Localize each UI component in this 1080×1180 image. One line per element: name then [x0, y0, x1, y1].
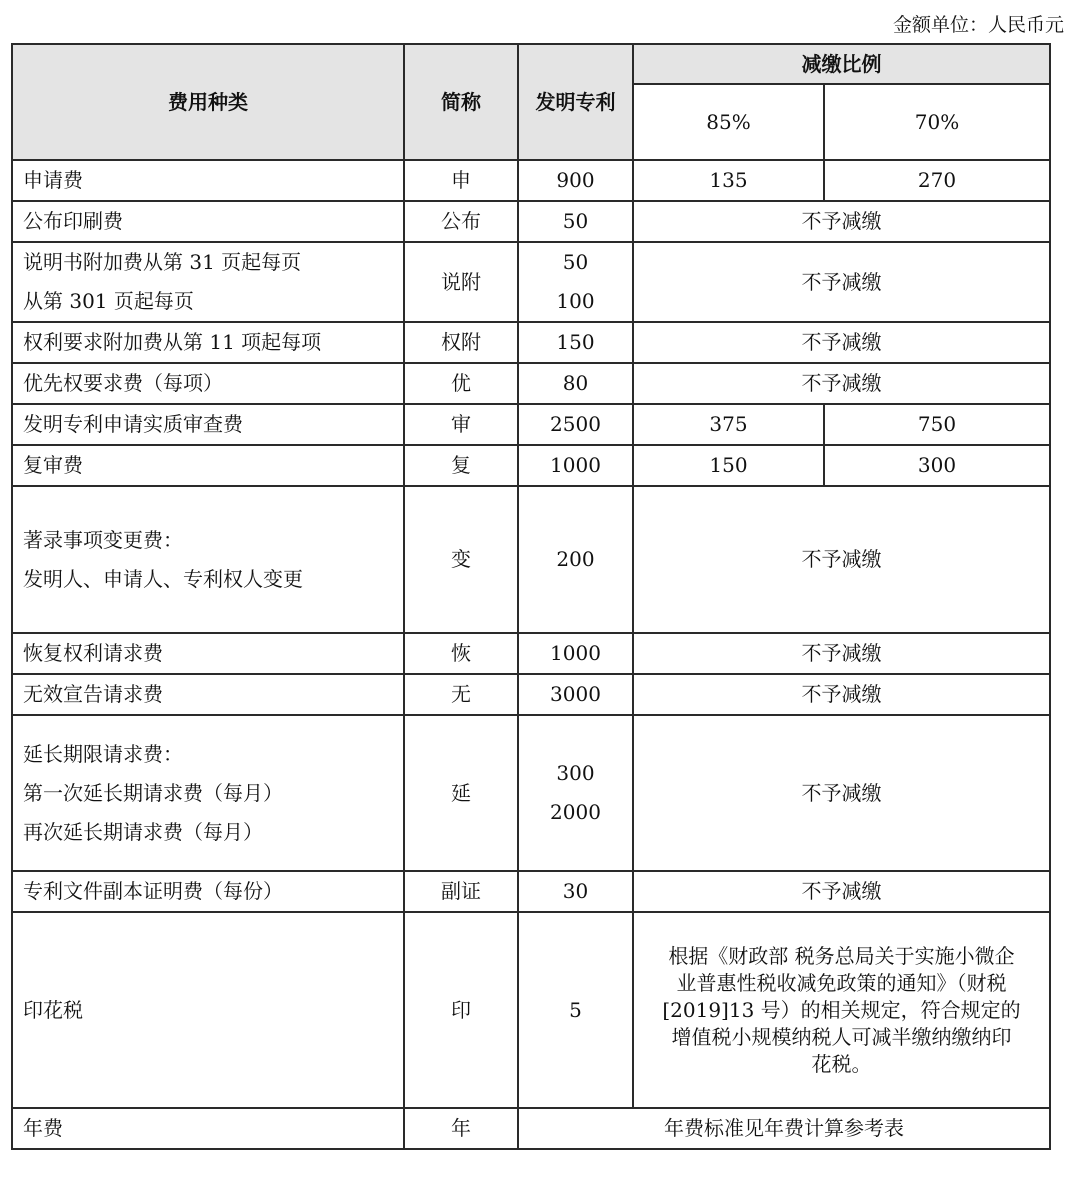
no-reduction-cell: 不予减缴 [633, 242, 1050, 322]
amount-cell [518, 674, 633, 715]
fee-type-line: 无效宣告请求费 [23, 682, 163, 706]
header-fee-type: 费用种类 [12, 44, 404, 160]
amount-cell [518, 242, 633, 322]
amount-value: 1000 [550, 453, 601, 477]
amount-value: 150 [556, 330, 595, 354]
amount-cell [518, 715, 633, 871]
amount-cell [518, 486, 633, 633]
amount-value: 3000 [550, 682, 601, 706]
amount-value: 900 [556, 168, 595, 192]
amount-value: 300 [556, 761, 595, 785]
fee-type-line: 著录事项变更费： [23, 527, 183, 552]
fee-type-line: 公布印刷费 [23, 209, 123, 233]
annual-fee-note-cell: 年费标准见年费计算参考表 [518, 1108, 1050, 1149]
header-abbr: 简称 [404, 44, 518, 160]
fee-type-line: 第一次延长期请求费（每月） [23, 780, 283, 805]
header-reduction-ratio: 减缴比例 [633, 44, 1050, 84]
stamp-tax-note-line: [2019]13 号）的相关规定，符合规定的 [662, 997, 1021, 1022]
fee-type-line: 专利文件副本证明费（每份） [23, 879, 283, 903]
header-invention-patent [518, 44, 633, 160]
stamp-tax-note-line: 增值税小规模纳税人可减半缴纳缴纳印 [671, 1024, 1012, 1049]
table-row [12, 160, 1050, 201]
amount-cell [518, 871, 633, 912]
amount-value: 100 [556, 289, 595, 313]
abbr-cell: 延 [404, 715, 518, 871]
fee-type-cell [12, 633, 404, 674]
header-ratio-70: 70% [824, 84, 1050, 160]
amount-cell [518, 322, 633, 363]
fee-type-line: 复审费 [23, 453, 83, 477]
fee-type-line: 延长期限请求费： [23, 741, 183, 766]
abbr-cell: 说附 [404, 242, 518, 322]
fee-type-cell [12, 912, 404, 1108]
fee-type-cell [12, 322, 404, 363]
amount-value: 30 [562, 879, 589, 903]
amount-cell [518, 363, 633, 404]
fee-type-cell [12, 715, 404, 871]
fee-type-line: 恢复权利请求费 [23, 641, 163, 665]
no-reduction-cell: 不予减缴 [633, 633, 1050, 674]
fee-type-cell [12, 363, 404, 404]
amount-value: 50 [562, 250, 589, 274]
no-reduction-cell: 不予减缴 [633, 201, 1050, 242]
fee-type-cell [12, 201, 404, 242]
table-row [12, 633, 1050, 674]
fee-type-line: 印花税 [23, 997, 83, 1022]
abbr-cell: 年 [404, 1108, 518, 1149]
patent-fee-table [11, 43, 1051, 1150]
currency-unit-note: 金额单位：人民币元 [892, 14, 1064, 36]
abbr-cell: 申 [404, 160, 518, 201]
amount-value: 80 [562, 371, 589, 395]
stamp-tax-note-line: 根据《财政部 税务总局关于实施小微企 [668, 943, 1015, 968]
abbr-cell: 优 [404, 363, 518, 404]
no-reduction-cell: 不予减缴 [633, 715, 1050, 871]
fee-type-cell [12, 1108, 404, 1149]
abbr-cell: 副证 [404, 871, 518, 912]
fee-type-line: 优先权要求费（每项） [23, 371, 223, 395]
amount-value: 2500 [550, 412, 601, 436]
amount-cell [518, 912, 633, 1108]
fee-type-line: 年费 [23, 1116, 63, 1140]
fee-type-line: 发明专利申请实质审查费 [23, 412, 243, 436]
reduced-85-cell: 150 [633, 445, 824, 486]
reduced-70-cell: 270 [824, 160, 1050, 201]
no-reduction-cell: 不予减缴 [633, 674, 1050, 715]
fee-type-line: 从第 301 页起每页 [23, 289, 194, 313]
reduced-85-cell: 135 [633, 160, 824, 201]
abbr-cell: 无 [404, 674, 518, 715]
table-row [12, 201, 1050, 242]
amount-cell [518, 445, 633, 486]
fee-type-line: 发明人、申请人、专利权人变更 [23, 566, 303, 591]
amount-cell [518, 404, 633, 445]
fee-type-cell [12, 445, 404, 486]
table-row [12, 322, 1050, 363]
table-row [12, 363, 1050, 404]
abbr-cell: 恢 [404, 633, 518, 674]
stamp-tax-note-line: 花税。 [811, 1051, 872, 1076]
table-row [12, 486, 1050, 633]
table-row [12, 871, 1050, 912]
amount-value: 50 [562, 209, 589, 233]
abbr-cell: 权附 [404, 322, 518, 363]
abbr-cell: 复 [404, 445, 518, 486]
fee-type-cell [12, 404, 404, 445]
amount-cell [518, 633, 633, 674]
table-row [12, 912, 1050, 1108]
amount-cell [518, 201, 633, 242]
abbr-cell: 变 [404, 486, 518, 633]
reduced-70-cell: 750 [824, 404, 1050, 445]
no-reduction-cell: 不予减缴 [633, 871, 1050, 912]
amount-value: 200 [556, 547, 595, 571]
amount-value: 1000 [550, 641, 601, 665]
abbr-cell: 印 [404, 912, 518, 1108]
stamp-tax-note-cell [633, 912, 1050, 1108]
reduced-85-cell: 375 [633, 404, 824, 445]
fee-type-cell [12, 674, 404, 715]
amount-value: 2000 [550, 800, 601, 824]
header-ratio-85: 85% [633, 84, 824, 160]
table-row [12, 445, 1050, 486]
table-row [12, 674, 1050, 715]
table-row [12, 404, 1050, 445]
fee-type-cell [12, 242, 404, 322]
abbr-cell: 公布 [404, 201, 518, 242]
fee-type-cell [12, 160, 404, 201]
reduced-70-cell: 300 [824, 445, 1050, 486]
no-reduction-cell: 不予减缴 [633, 322, 1050, 363]
table-row [12, 715, 1050, 871]
stamp-tax-note-line: 业普惠性税收减免政策的通知》（财税 [676, 970, 1007, 995]
abbr-cell: 审 [404, 404, 518, 445]
fee-type-cell [12, 486, 404, 633]
fee-type-line: 说明书附加费从第 31 页起每页 [23, 250, 302, 274]
table-row [12, 242, 1050, 322]
fee-rows [12, 160, 1050, 1149]
fee-type-line: 再次延长期请求费（每月） [23, 819, 263, 844]
no-reduction-cell: 不予减缴 [633, 486, 1050, 633]
amount-value: 5 [569, 997, 582, 1022]
header-invention-patent-text: 发明专利 [535, 90, 616, 114]
fee-type-line: 权利要求附加费从第 11 项起每项 [23, 330, 322, 354]
table-row [12, 1108, 1050, 1149]
no-reduction-cell: 不予减缴 [633, 363, 1050, 404]
amount-cell [518, 160, 633, 201]
fee-type-line: 申请费 [23, 168, 83, 192]
fee-type-cell [12, 871, 404, 912]
